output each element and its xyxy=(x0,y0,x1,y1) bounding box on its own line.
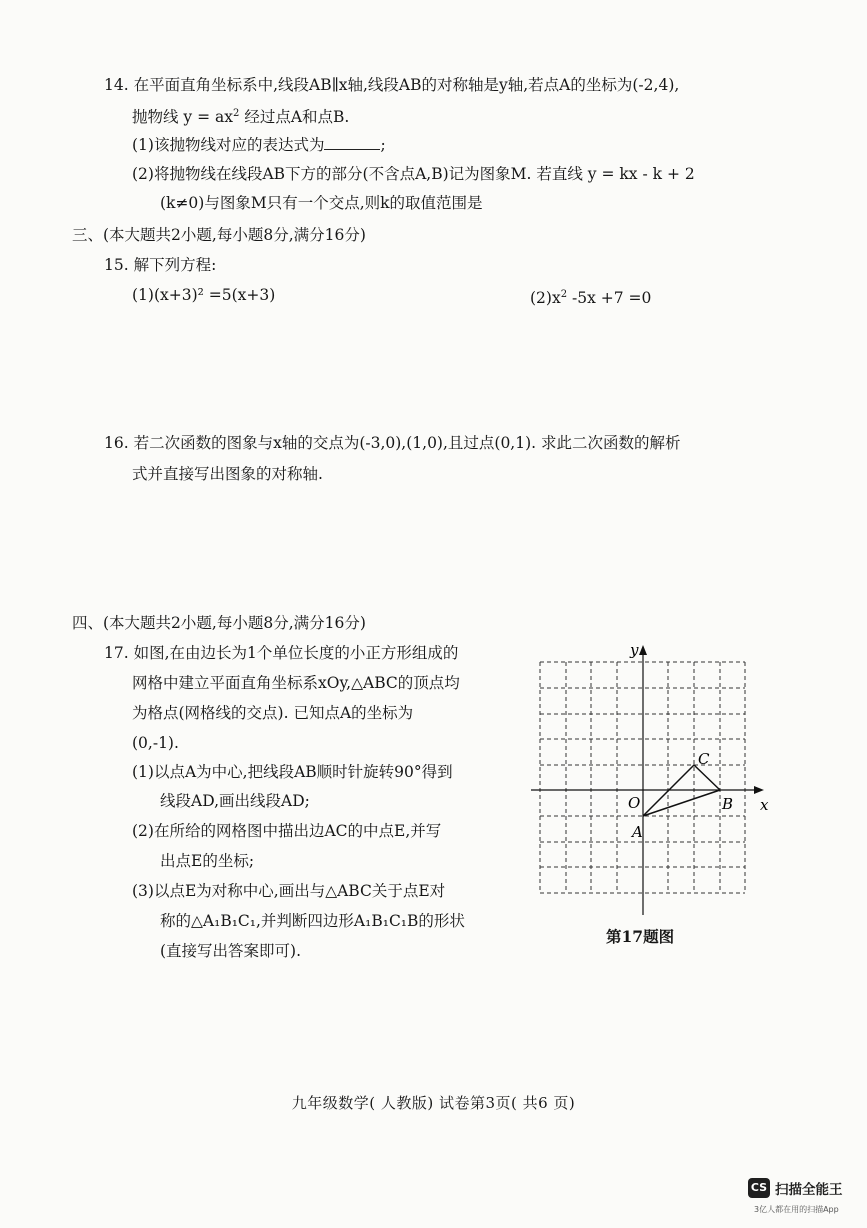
y-axis-arrow xyxy=(639,645,647,655)
label-x: x xyxy=(760,796,769,814)
camscanner-logo-icon: CS xyxy=(748,1178,770,1198)
q17-line: 17. 如图,在由边长为1个单位长度的小正方形组成的 xyxy=(104,644,459,662)
q17-line: 出点E的坐标; xyxy=(160,852,255,870)
watermark-text: 扫描全能王 xyxy=(775,1182,843,1198)
q14-part2-line2: (k≠0)与图象M只有一个交点,则k的取值范围是 xyxy=(160,194,483,212)
label-O: O xyxy=(628,794,641,812)
q17-line: (0,-1). xyxy=(132,734,179,752)
q14-part2-line1: (2)将抛物线在线段AB下方的部分(不含点A,B)记为图象M. 若直线 y = kx - k + 2 xyxy=(132,165,695,183)
q16-line1: 16. 若二次函数的图象与x轴的交点为(-3,0),(1,0),且过点(0,1). 求此二次函数的解析 xyxy=(104,434,681,452)
q17-line: (2)在所给的网格图中描出边AC的中点E,并写 xyxy=(132,822,442,840)
label-y: y xyxy=(630,641,639,659)
q17-line: (直接写出答案即可). xyxy=(160,942,302,960)
watermark-subtext: 3亿人都在用的扫描App xyxy=(754,1205,839,1214)
q14-line2: 抛物线 $y = ax^2$ 经过点A和点B. xyxy=(132,108,350,127)
page-footer: 九年级数学( 人教版) 试卷第3页( 共6 页) xyxy=(291,1094,576,1112)
label-B: B xyxy=(722,795,734,813)
grid-svg xyxy=(528,640,778,920)
q17-line: (1)以点A为中心,把线段AB顺时针旋转90°得到 xyxy=(132,763,453,781)
figure-17-grid xyxy=(528,640,778,920)
q14-line1: 14. 在平面直角坐标系中,线段AB∥x轴,线段AB的对称轴是y轴,若点A的坐标为(-2,4), xyxy=(104,76,680,94)
x-axis-arrow xyxy=(754,786,764,794)
q17-line: 为格点(网格线的交点). 已知点A的坐标为 xyxy=(132,704,414,722)
section3-heading: 三、(本大题共2小题,每小题8分,满分16分) xyxy=(72,226,366,244)
q14-part1: (1)该抛物线对应的表达式为 ; xyxy=(132,136,386,154)
label-C: C xyxy=(698,750,710,768)
q16-line2: 式并直接写出图象的对称轴. xyxy=(132,465,323,483)
label-A: A xyxy=(632,823,643,841)
q15-part2: $(2)x^2$ -5x +7 =0 xyxy=(530,289,652,308)
q17-line: 线段AD,画出线段AD; xyxy=(160,792,310,810)
answer-blank xyxy=(324,135,380,150)
q15-title: 15. 解下列方程: xyxy=(104,256,217,274)
q15-part1: (1)(x+3)² =5(x+3) xyxy=(132,286,276,304)
figure-caption: 第17题图 xyxy=(606,927,675,946)
section4-heading: 四、(本大题共2小题,每小题8分,满分16分) xyxy=(72,614,366,632)
q17-line: 称的△A₁B₁C₁,并判断四边形A₁B₁C₁B的形状 xyxy=(160,912,465,930)
q17-line: (3)以点E为对称中心,画出与△ABC关于点E对 xyxy=(132,882,446,900)
q17-line: 网格中建立平面直角坐标系xOy,△ABC的顶点均 xyxy=(132,674,460,692)
